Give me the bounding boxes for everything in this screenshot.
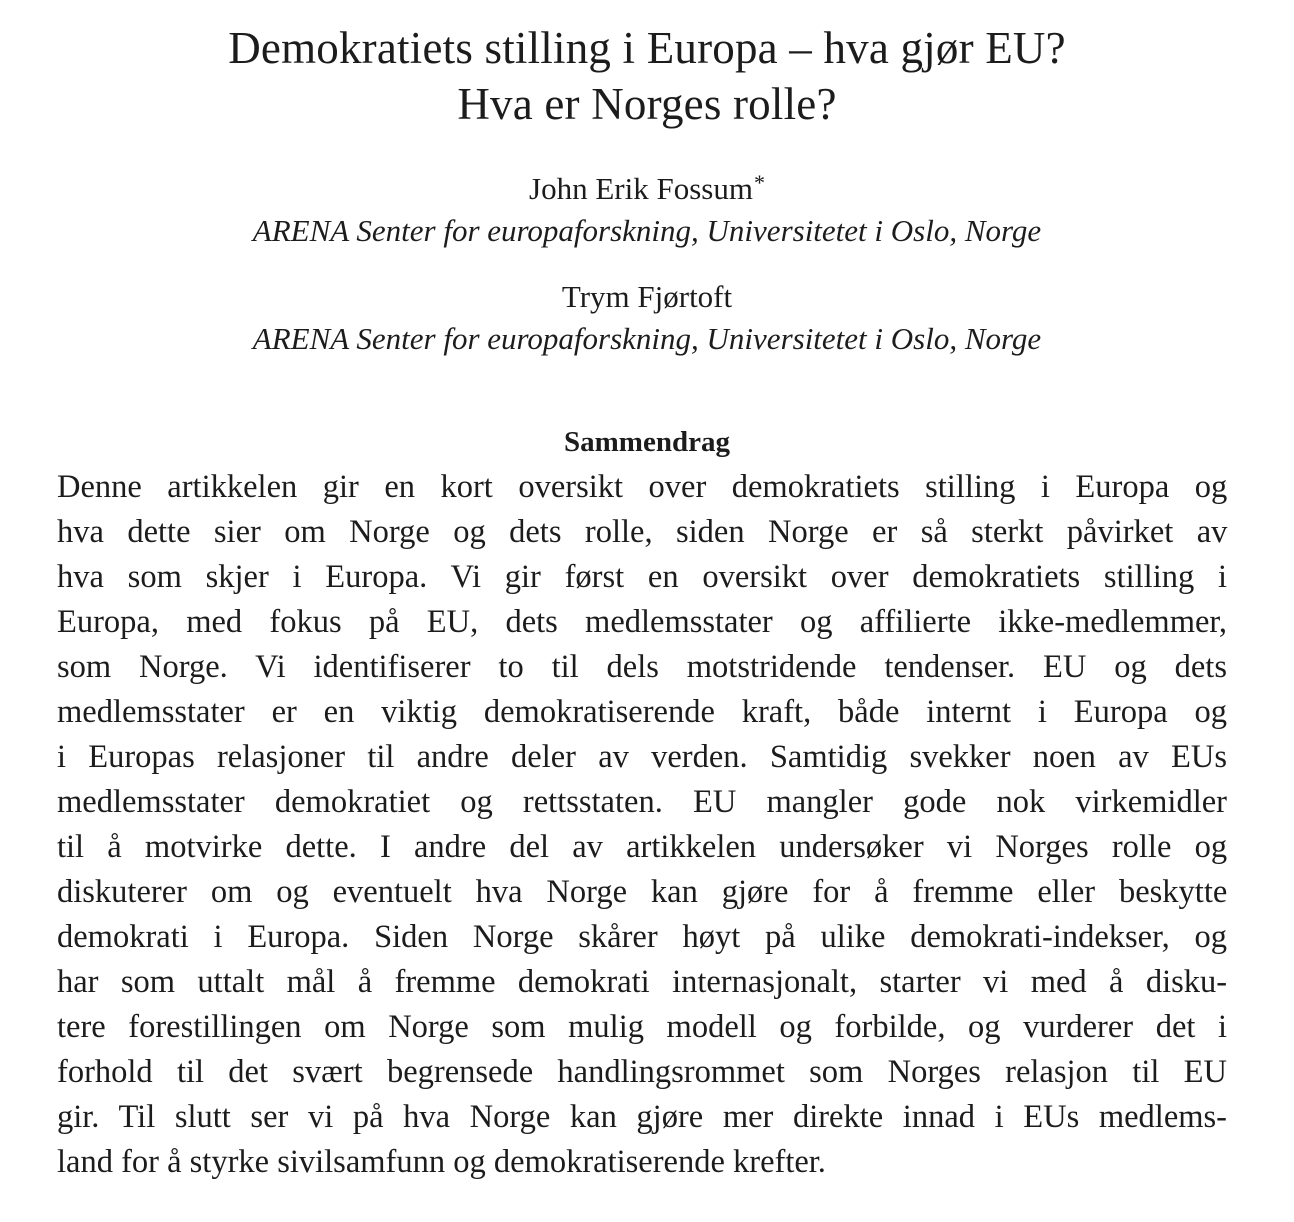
article-title-line-2: Hva er Norges rolle? xyxy=(457,79,837,129)
abstract-line: som Norge. Vi identifiserer to til dels motstridende tendenser. EU og dets xyxy=(57,649,1227,685)
abstract-line: til å motvirke dette. I andre del av artikkelen undersøker vi Norges rolle og xyxy=(57,829,1228,865)
author-footnote-marker: * xyxy=(753,170,765,195)
abstract-line: medlemsstater demokratiet og rettsstaten. EU mangler gode nok virkemidler xyxy=(57,784,1227,820)
abstract-line: Denne artikkelen gir en kort oversikt over demokratiets stilling i Europa og xyxy=(57,469,1228,505)
abstract-line: i Europas relasjoner til andre deler av verden. Samtidig svekker noen av EUs xyxy=(57,739,1227,775)
abstract-line: tere forestillingen om Norge som mulig modell og forbilde, og vurderer det i xyxy=(57,1009,1227,1045)
abstract-line: land for å styrke sivilsamfunn og demokratiserende krefter. xyxy=(57,1144,826,1180)
article-title-line-1: Demokratiets stilling i Europa – hva gjør EU? xyxy=(228,23,1066,73)
abstract-line: forhold til det svært begrensede handlingsrommet som Norges relasjon til EU xyxy=(57,1054,1227,1090)
article-title xyxy=(0,20,1294,132)
abstract-line: medlemsstater er en viktig demokratiserende kraft, både internt i Europa og xyxy=(57,694,1227,730)
abstract-line: demokrati i Europa. Siden Norge skårer høyt på ulike demokrati-indekser, og xyxy=(57,919,1227,955)
abstract-line: gir. Til slutt ser vi på hva Norge kan gjøre mer direkte innad i EUs medlems- xyxy=(57,1099,1227,1135)
abstract-line: har som uttalt mål å fremme demokrati internasjonalt, starter vi med å disku- xyxy=(57,964,1228,1000)
author-name-2: Trym Fjørtoft xyxy=(561,279,733,314)
author-affiliation-1: ARENA Senter for europaforskning, Universitetet i Oslo, Norge xyxy=(252,213,1042,248)
author-block-1 xyxy=(0,162,1294,252)
author-affiliation-2: ARENA Senter for europaforskning, Universitetet i Oslo, Norge xyxy=(252,321,1042,356)
abstract-line: hva dette sier om Norge og dets rolle, siden Norge er så sterkt påvirket av xyxy=(57,514,1228,550)
author-name-text-1: John Erik Fossum xyxy=(529,171,753,206)
abstract-body xyxy=(57,465,1227,1185)
author-name-1 xyxy=(0,162,1294,210)
abstract-heading: Sammendrag xyxy=(564,426,730,458)
abstract-line: Europa, med fokus på EU, dets medlemsstater og affilierte ikke-medlemmer, xyxy=(57,604,1228,640)
abstract-line: diskuterer om og eventuelt hva Norge kan gjøre for å fremme eller beskytte xyxy=(57,874,1228,910)
author-block-2 xyxy=(0,276,1294,360)
abstract-line: hva som skjer i Europa. Vi gir først en oversikt over demokratiets stilling i xyxy=(57,559,1227,595)
